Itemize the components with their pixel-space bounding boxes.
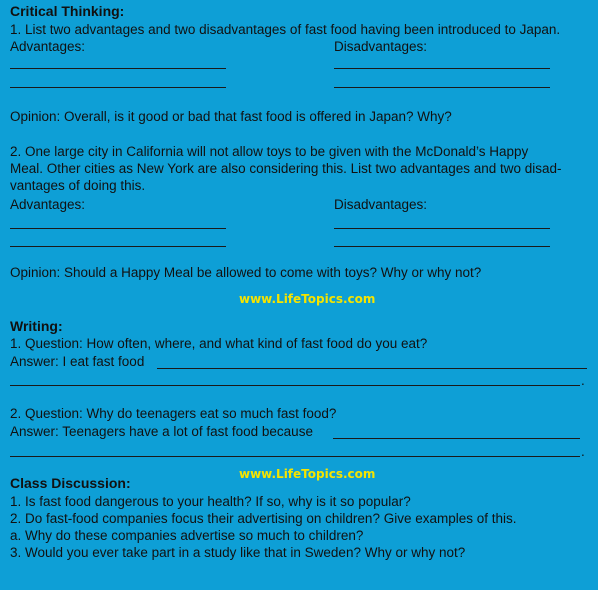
critical-question-2-line-2: Meal. Other cities as New York are also considering this. List two advantages and two disad- <box>10 161 562 176</box>
website-watermark: www.LifeTopics.com <box>239 292 376 306</box>
writing-answer-2-line-2[interactable] <box>10 456 580 457</box>
advantage-answer-line[interactable] <box>10 228 226 229</box>
critical-question-2-line-1: 2. One large city in California will not allow toys to be given with the McDonald’s Happy <box>10 144 529 159</box>
disadvantage-answer-line[interactable] <box>334 246 550 247</box>
discussion-item: 1. Is fast food dangerous to your health? If so, why is it so popular? <box>10 494 411 509</box>
advantage-answer-line[interactable] <box>10 68 226 69</box>
period-mark: . <box>581 373 585 388</box>
opinion-question-1: Opinion: Overall, is it good or bad that fast food is offered in Japan? Why? <box>10 109 452 124</box>
disadvantages-label-1: Disadvantages: <box>334 39 428 54</box>
opinion-question-2: Opinion: Should a Happy Meal be allowed to come with toys? Why or why not? <box>10 265 482 280</box>
discussion-item: 3. Would you ever take part in a study like that in Sweden? Why or why not? <box>10 545 466 560</box>
period-mark: . <box>581 444 585 459</box>
advantages-label-2: Advantages: <box>10 197 86 212</box>
writing-answer-2-line[interactable] <box>333 438 580 439</box>
disadvantages-label-2: Disadvantages: <box>334 197 428 212</box>
disadvantage-answer-line[interactable] <box>334 87 550 88</box>
writing-answer-1-prompt: Answer: I eat fast food <box>10 354 145 369</box>
advantages-label-1: Advantages: <box>10 39 86 54</box>
website-watermark: www.LifeTopics.com <box>239 467 376 481</box>
writing-answer-1-line[interactable] <box>157 368 587 369</box>
writing-question-1: 1. Question: How often, where, and what kind of fast food do you eat? <box>10 336 428 351</box>
disadvantage-answer-line[interactable] <box>334 68 550 69</box>
class-discussion-heading: Class Discussion: <box>10 475 131 491</box>
discussion-item: a. Why do these companies advertise so much to children? <box>10 528 364 543</box>
advantage-answer-line[interactable] <box>10 246 226 247</box>
writing-answer-1-line-2[interactable] <box>10 385 580 386</box>
critical-question-2-line-3: vantages of doing this. <box>10 178 146 193</box>
writing-question-2: 2. Question: Why do teenagers eat so much fast food? <box>10 406 337 421</box>
critical-thinking-heading: Critical Thinking: <box>10 3 125 19</box>
advantage-answer-line[interactable] <box>10 87 226 88</box>
writing-heading: Writing: <box>10 318 63 334</box>
critical-question-1: 1. List two advantages and two disadvantages of fast food having been introduced to Japan. <box>10 22 561 37</box>
disadvantage-answer-line[interactable] <box>334 228 550 229</box>
writing-answer-2-prompt: Answer: Teenagers have a lot of fast food because <box>10 424 313 439</box>
discussion-item: 2. Do fast-food companies focus their advertising on children? Give examples of this. <box>10 511 517 526</box>
